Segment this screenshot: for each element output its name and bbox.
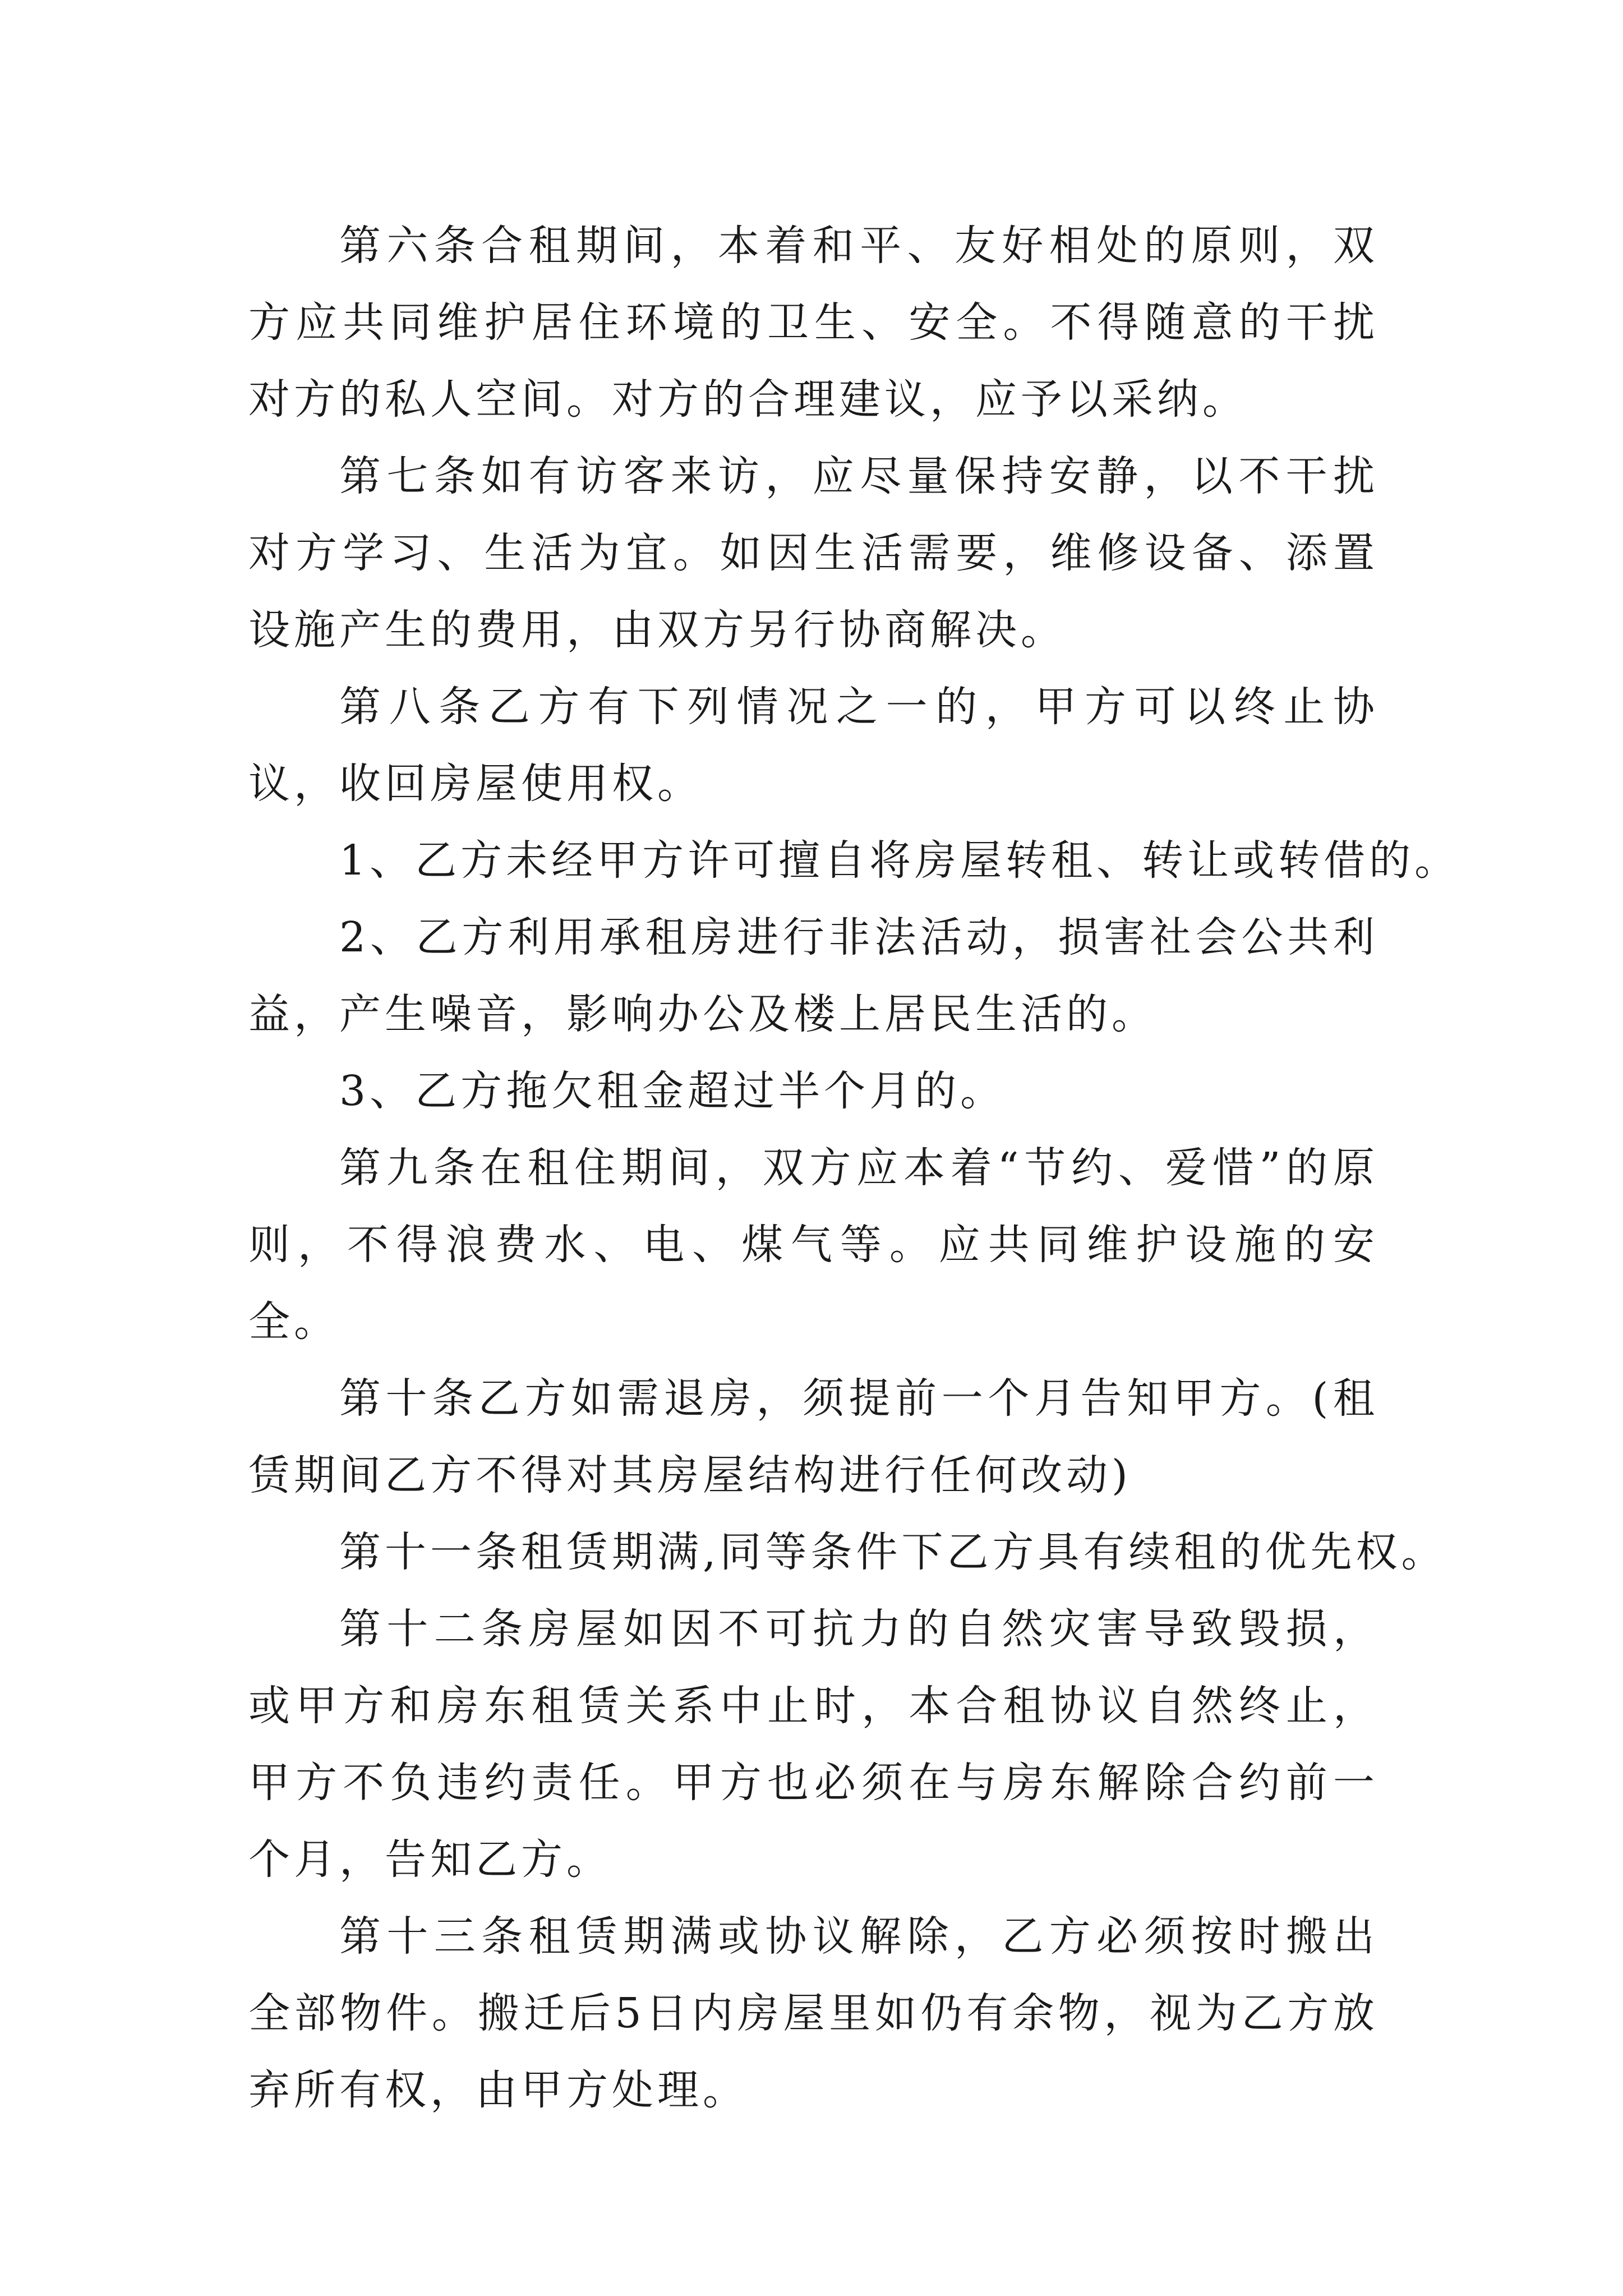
paragraph-item-3: 3、乙方拖欠租金超过半个月的。 <box>339 1067 1006 1115</box>
paragraph-article-9: 第九条在租住期间，双方应本着“节约、爱惜”的原则，不得浪费水、电、煤气等。应共同维护设施的安全。 <box>248 1144 1378 1346</box>
paragraph-article-6: 第六条合租期间，本着和平、友好相处的原则，双方应共同维护居住环境的卫生、安全。不得随意的干扰对方的私人空间。对方的合理建议，应予以采纳。 <box>248 222 1378 424</box>
paragraph-article-10: 第十条乙方如需退房，须提前一个月告知甲方。(租赁期间乙方不得对其房屋结构进行任何改动) <box>248 1374 1378 1499</box>
paragraph-article-11: 第十一条租赁期满,同等条件下乙方具有续租的优先权。 <box>339 1528 1447 1576</box>
paragraph-article-13: 第十三条租赁期满或协议解除，乙方必须按时搬出全部物件。搬迁后5日内房屋里如仍有余物，视为乙方放弃所有权，由甲方处理。 <box>248 1912 1378 2114</box>
document-body <box>248 208 1460 2129</box>
paragraph-article-12: 第十二条房屋如因不可抗力的自然灾害导致毁损，或甲方和房东租赁关系中止时，本合租协议自然终止，甲方不负违约责任。甲方也必须在与房东解除合约前一个月，告知乙方。 <box>248 1605 1378 1884</box>
paragraph-item-2: 2、乙方利用承租房进行非法活动，损害社会公共利益，产生噪音，影响办公及楼上居民生活的。 <box>248 913 1378 1038</box>
paragraph-article-8: 第八条乙方有下列情况之一的，甲方可以终止协议，收回房屋使用权。 <box>248 683 1378 808</box>
paragraph-article-7: 第七条如有访客来访，应尽量保持安静，以不干扰对方学习、生活为宜。如因生活需要，维修设备、添置设施产生的费用，由双方另行协商解决。 <box>248 452 1378 654</box>
paragraph-item-1: 1、乙方未经甲方许可擅自将房屋转租、转让或转借的。 <box>339 836 1460 885</box>
